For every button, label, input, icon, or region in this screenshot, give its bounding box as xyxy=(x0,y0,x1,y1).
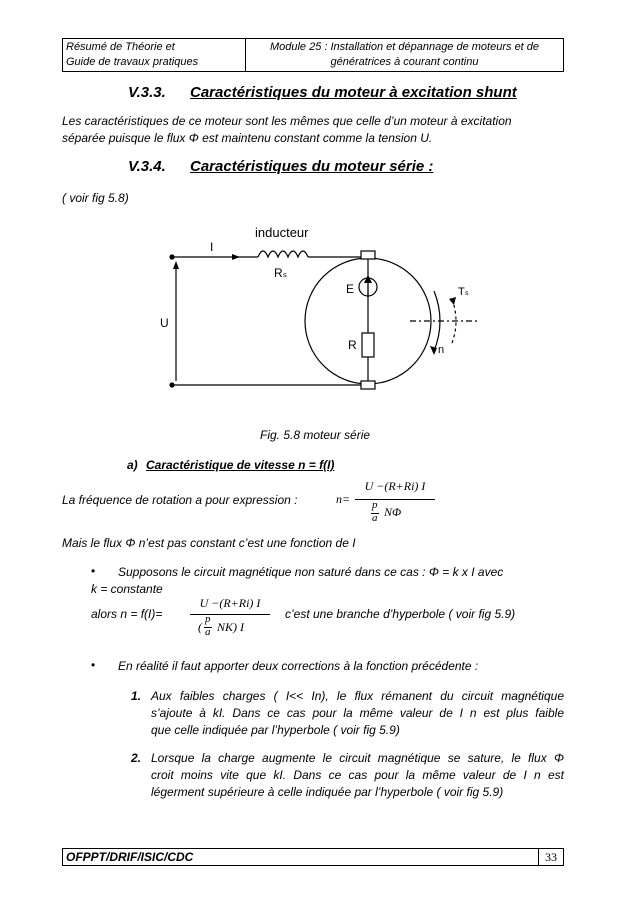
label-voltage: U xyxy=(160,316,169,330)
armature-resistor xyxy=(362,333,374,357)
section-number-v33: V.3.3. xyxy=(128,84,166,101)
label-torque: Tₛ xyxy=(458,286,469,298)
bullet1-line1: Supposons le circuit magnétique non saturé dans ce cas : Φ = k x I avec xyxy=(118,565,504,579)
current-arrowhead xyxy=(232,254,240,260)
bullet-dot-1: • xyxy=(91,564,96,578)
label-emf: E xyxy=(346,282,355,296)
page-footer xyxy=(62,848,564,866)
header-left-line2: Guide de travaux pratiques xyxy=(66,56,199,68)
bullet1-comment: c’est une branche d’hyperbole ( voir fig 5.9) xyxy=(285,607,516,621)
paragraph-shunt-line1: Les caractéristiques de ce moteur sont les mêmes que celle d’un moteur à excitation xyxy=(62,114,512,128)
section-title-serie: Caractéristiques du moteur série : xyxy=(190,158,434,175)
figure-caption: Fig. 5.8 moteur série xyxy=(260,428,371,442)
subsection-label-a: a) xyxy=(127,458,138,472)
bullet1-fraction-bar xyxy=(190,614,270,615)
item2-number: 2. xyxy=(131,751,142,765)
bullet1-den-a: a xyxy=(205,626,211,638)
subsection-title-a: Caractéristique de vitesse n = f(I) xyxy=(146,458,335,472)
header-left xyxy=(63,39,246,71)
bullet2-line: En réalité il faut apporter deux corrections à la fonction précédente : xyxy=(118,659,479,673)
label-rs: Rₛ xyxy=(274,266,288,280)
inductor-coil xyxy=(258,251,308,257)
terminal-top xyxy=(170,255,174,259)
label-resistor: R xyxy=(348,338,357,352)
label-inducteur: inducteur xyxy=(255,225,309,240)
item2-line2: croit moins vite que kI. Dans ce cas pour la même valeur de I n est xyxy=(151,768,564,782)
formula-lhs: n= xyxy=(336,492,351,506)
formula-den-rest: NΦ xyxy=(384,505,402,519)
header-right-line2: génératrices à courant continu xyxy=(330,56,479,68)
header-right-line1: Module 25 : Installation et dépannage de moteurs et de xyxy=(269,41,540,53)
bullet1-line2: k = constante xyxy=(91,582,163,596)
item1-number: 1. xyxy=(131,689,142,703)
header-left-line1: Résumé de Théorie et xyxy=(66,41,175,53)
bullet1-den-p: p xyxy=(205,613,211,625)
bullet-dot-2: • xyxy=(91,658,96,672)
item1-line3: que celle indiquée par l’hyperbole ( voir fig 5.9) xyxy=(151,723,400,737)
label-speed: n xyxy=(438,344,445,356)
formula-den-a: a xyxy=(372,512,378,524)
bullet1-numerator: U −(R+Ri) I xyxy=(199,596,261,610)
item2-line1: Lorsque la charge augmente le circuit magnétique se sature, le flux Φ xyxy=(151,751,564,765)
bullet1-den-open: ( xyxy=(198,620,202,634)
section-title-shunt: Caractéristiques du moteur à excitation shunt xyxy=(190,84,517,101)
paragraph-shunt-line2: séparée puisque le flux Φ est maintenu constant comme la tension U. xyxy=(62,131,433,145)
brush-top xyxy=(361,251,375,259)
formula-fraction-bar xyxy=(355,499,435,500)
voltage-arrowhead xyxy=(173,261,179,269)
formula-den-p: p xyxy=(372,499,378,511)
brush-bottom xyxy=(361,381,375,389)
flux-statement: Mais le flux Φ n’est pas constant c’est une fonction de I xyxy=(62,536,356,550)
bullet1-den-rest: NK) I xyxy=(217,620,244,634)
figure-reference: ( voir fig 5.8) xyxy=(62,191,129,205)
footer-org: OFPPT/DRIF/ISIC/CDC xyxy=(66,850,194,864)
figure-series-motor-circuit xyxy=(140,215,480,400)
torque-arrowhead xyxy=(449,297,456,305)
section-number-v34: V.3.4. xyxy=(128,158,166,175)
page-header xyxy=(62,38,564,72)
label-current: I xyxy=(210,240,214,254)
terminal-bottom xyxy=(170,383,174,387)
bullet1-alors: alors n = f(I)= xyxy=(91,607,163,621)
page-number: 33 xyxy=(538,849,563,865)
item2-line3: légerment supérieure à celle indiquée par l’hyperbole ( voir fig 5.9) xyxy=(151,785,504,799)
formula-intro: La fréquence de rotation a pour expression : xyxy=(62,493,298,507)
formula-numerator: U −(R+Ri) I xyxy=(364,479,426,493)
item1-line1: Aux faibles charges ( I<< In), le flux rémanent du circuit magnétique xyxy=(151,689,564,703)
header-right xyxy=(246,39,563,71)
item1-line2: s’ajoute à kI. Dans ce cas pour la même valeur de I n est plus faible xyxy=(151,706,564,720)
